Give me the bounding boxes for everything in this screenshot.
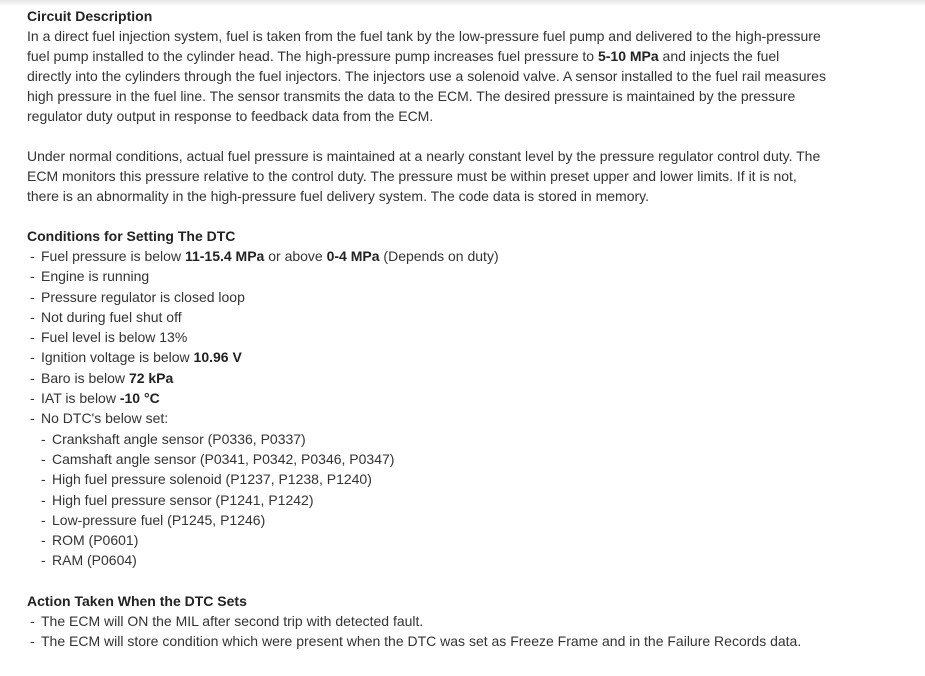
condition-baro: - Baro is below 72 kPa	[27, 368, 827, 388]
condition-no-dtc: - No DTC's below set:	[27, 408, 827, 428]
circuit-description-heading: Circuit Description	[27, 8, 153, 24]
dtc-subitem: - Camshaft angle sensor (P0341, P0342, P0346, P0347)	[27, 449, 827, 469]
condition-iat: - IAT is below -10 °C	[27, 388, 827, 408]
dtc-subitem: - High fuel pressure sensor (P1241, P1242)	[27, 490, 827, 510]
dtc-subitem: - Low-pressure fuel (P1245, P1246)	[27, 510, 827, 530]
condition-fuel-shut-off: - Not during fuel shut off	[27, 307, 827, 327]
text-segment: In a direct fuel injection system, fuel is taken from the fuel tank by the low-pressure fuel pump and delivered to the high-pressure fuel pump installed to the cylinder head. The high-pressure pump increases fuel pressure to	[27, 28, 821, 64]
action-heading: Action Taken When the DTC Sets	[27, 592, 247, 609]
action-item: - The ECM will store condition which were present when the DTC was set as Freeze Frame and in the Failure Records data.	[27, 631, 827, 651]
dtc-subitem: - High fuel pressure solenoid (P1237, P1238, P1240)	[27, 469, 827, 489]
circuit-paragraph-1	[27, 26, 827, 126]
document-content	[27, 6, 827, 651]
condition-fuel-pressure: - Fuel pressure is below 11-15.4 MPa or above 0-4 MPa (Depends on duty)	[27, 246, 827, 266]
condition-ignition-voltage: - Ignition voltage is below 10.96 V	[27, 347, 827, 367]
condition-fuel-level: - Fuel level is below 13%	[27, 327, 827, 347]
dtc-subitem: - RAM (P0604)	[27, 550, 827, 570]
condition-closed-loop: - Pressure regulator is closed loop	[27, 287, 827, 307]
pressure-value: 5-10 MPa	[597, 48, 659, 64]
action-item: - The ECM will ON the MIL after second trip with detected fault.	[27, 611, 827, 631]
conditions-heading: Conditions for Setting The DTC	[27, 228, 236, 244]
dtc-subitem: - ROM (P0601)	[27, 530, 827, 550]
circuit-paragraph-2: Under normal conditions, actual fuel pressure is maintained at a nearly constant level by the pressure regulator control duty. The ECM monitors this pressure relative to the control duty. The pressure must be within preset upper and lower limits. If it is not, there is an abnormality in the high-pressure fuel delivery system. The code data is stored in memory.	[27, 148, 821, 204]
dtc-subitem: - Crankshaft angle sensor (P0336, P0337)	[27, 429, 827, 449]
action-list	[27, 611, 827, 652]
conditions-list	[27, 246, 827, 571]
text-segment: and injects the fuel directly into the cylinders through the fuel injectors. The injectors use a solenoid valve. A sensor installed to the fuel rail measures high pressure in the fuel line. The sensor transmits the data to the ECM. The desired pressure is maintained by the pressure regulator duty output in response to feedback data from the ECM.	[27, 48, 826, 124]
condition-engine-running: - Engine is running	[27, 266, 827, 286]
